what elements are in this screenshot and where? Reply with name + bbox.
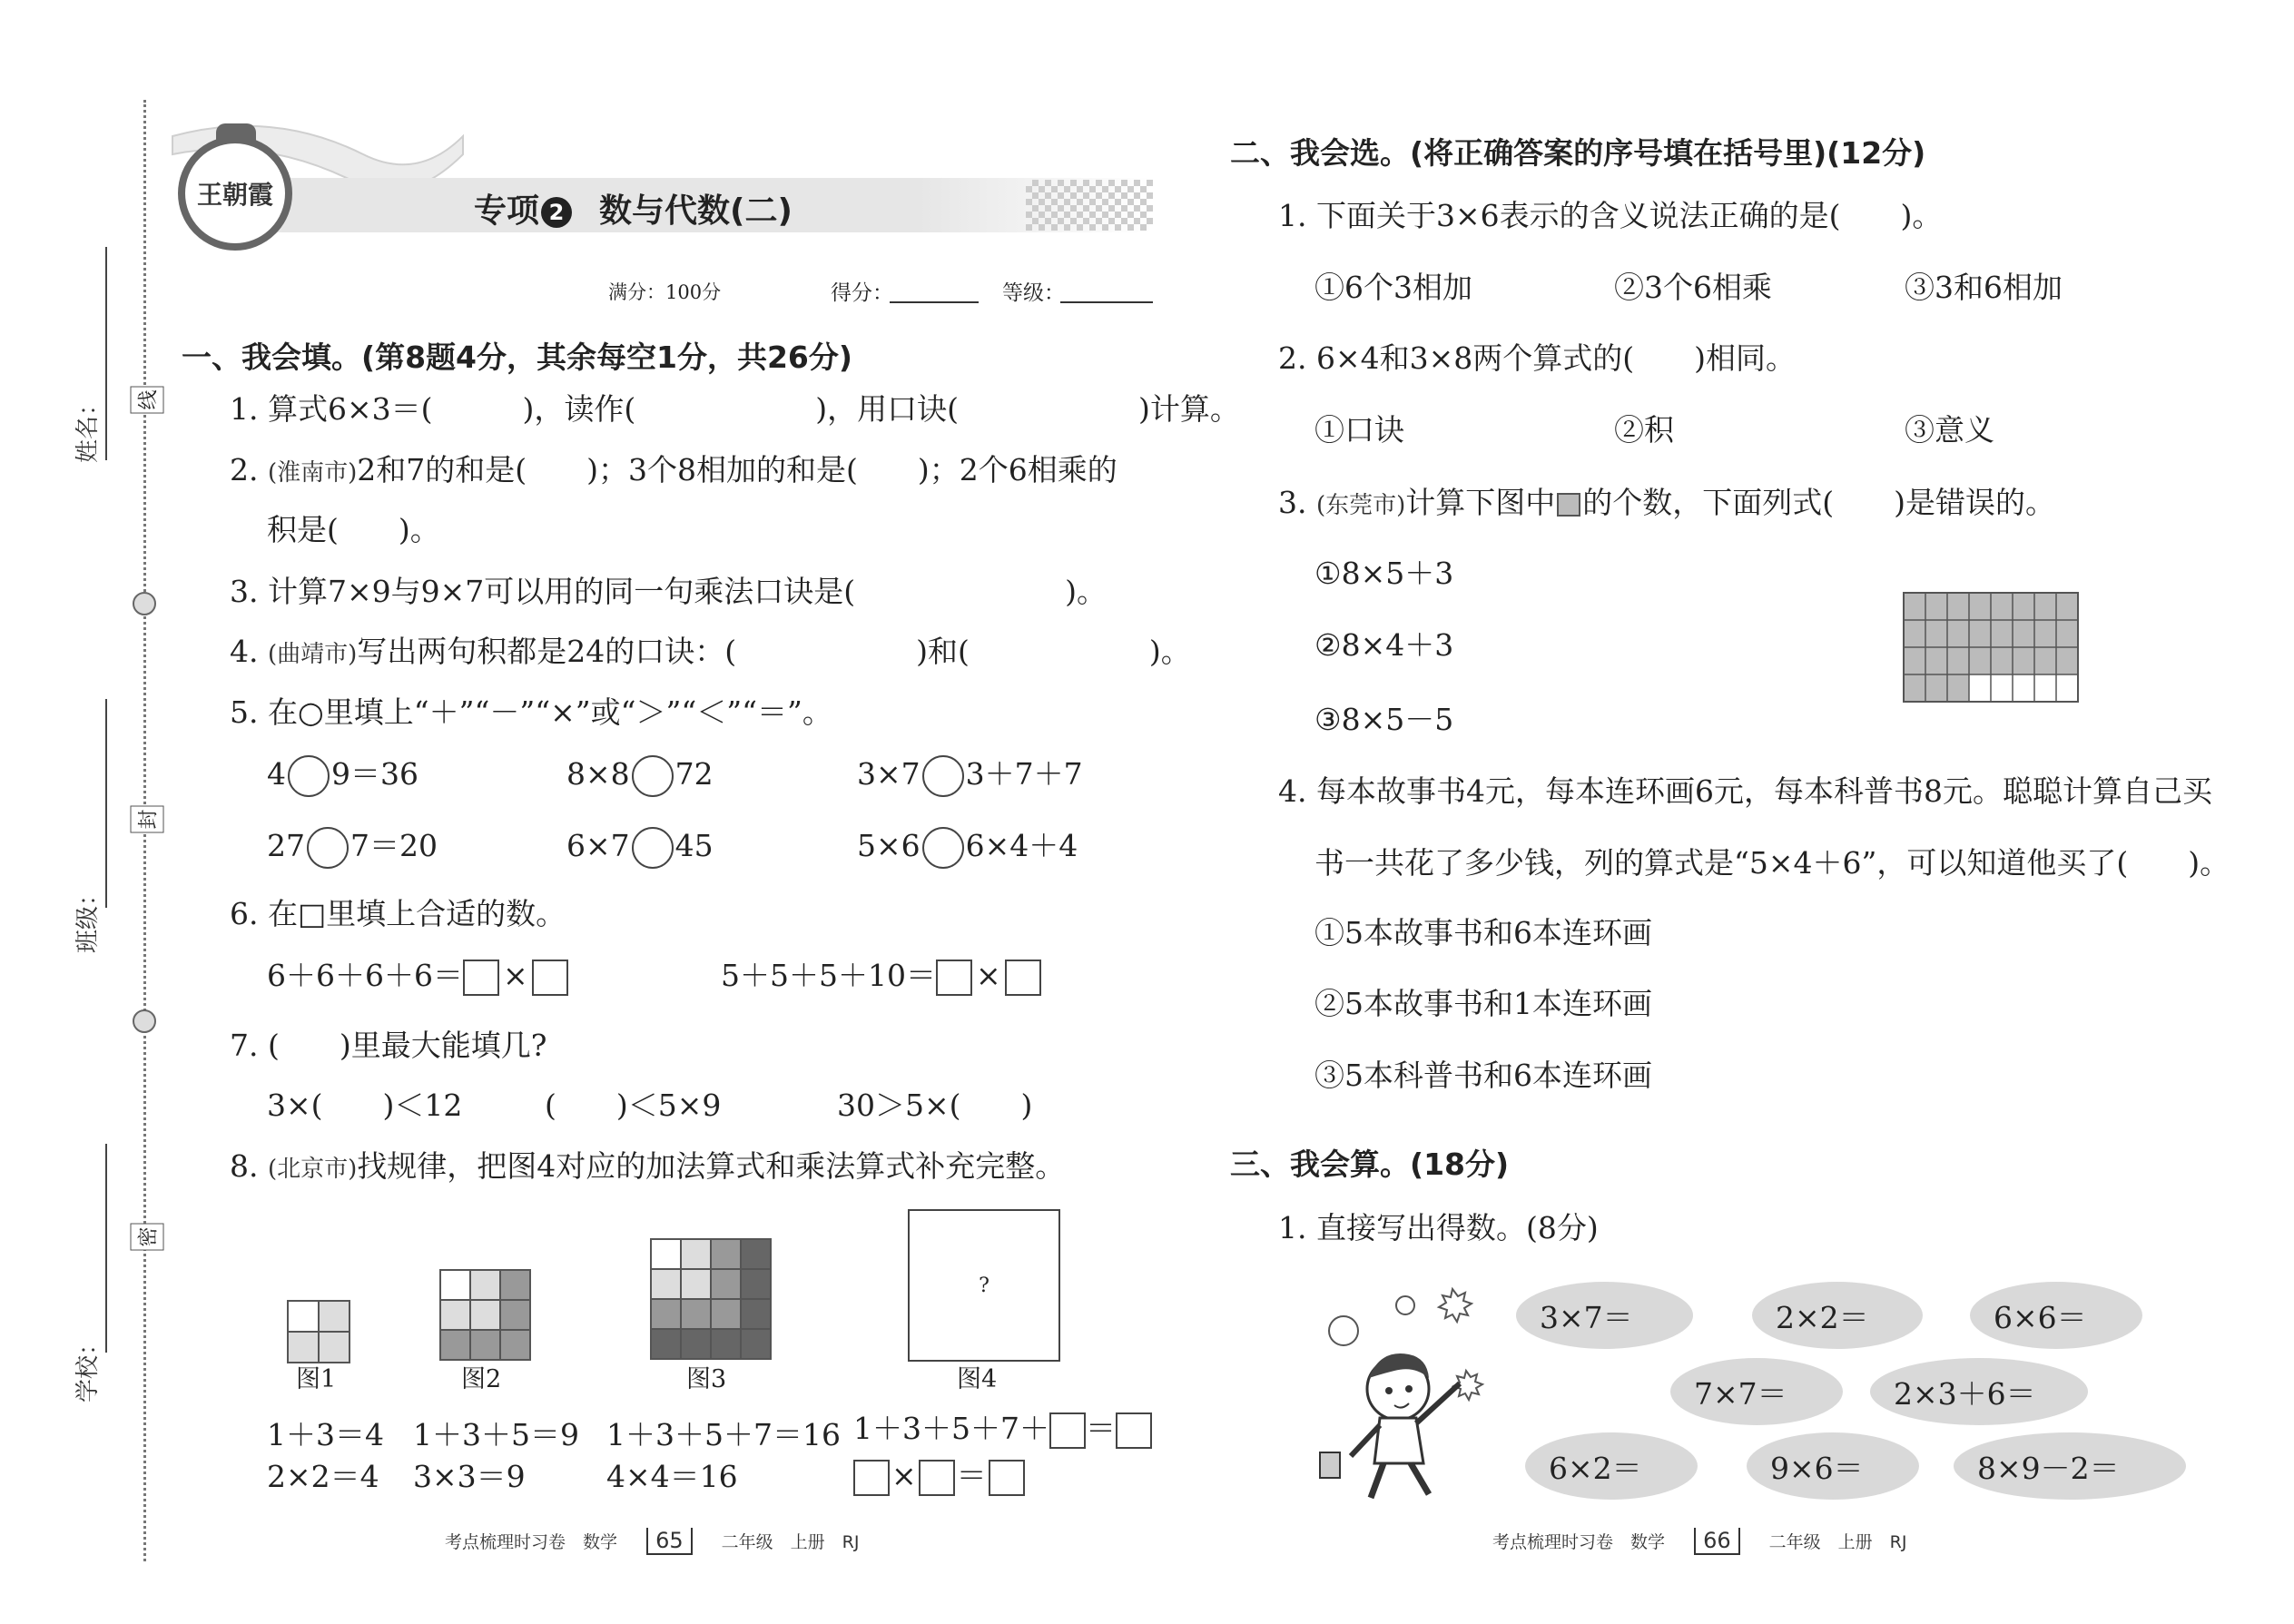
choice-question-2: 2. 6×4和3×8两个算式的( )相同。	[1278, 340, 1797, 376]
grade-field[interactable]	[1060, 301, 1153, 303]
compare-circle[interactable]	[922, 755, 964, 797]
answer-box[interactable]	[532, 960, 568, 996]
choice-question-4: 4. 每本故事书4元，每本连环画6元，每本科普书8元。聪聪计算自己买	[1278, 773, 2212, 809]
choice-option: ②8×4＋3	[1314, 627, 1454, 663]
calc-question-1: 1. 直接写出得数。(8分)	[1278, 1210, 1599, 1245]
cut-mark-2: 封	[131, 805, 164, 832]
compare-item: 5×6 6×4＋4	[857, 827, 1078, 869]
choice-option: ①6个3相加	[1314, 270, 1472, 305]
question-7: 7. ( )里最大能填几?	[230, 1028, 547, 1063]
binding-hole-icon	[133, 1009, 156, 1033]
figure-1	[287, 1300, 350, 1363]
question-6: 6. 在□里填上合适的数。	[230, 896, 566, 931]
grey-square-icon	[1557, 493, 1580, 517]
question-7-c: 30＞5×( )	[837, 1088, 1033, 1123]
choice-option: ①5本故事书和6本连环画	[1314, 915, 1652, 950]
page-number: 65	[646, 1528, 693, 1555]
choice-option: ③意义	[1905, 412, 1994, 448]
full-score: 满分：100分	[608, 281, 722, 303]
checker-decoration	[1026, 180, 1153, 231]
compare-circle[interactable]	[288, 755, 330, 797]
question-3: 3. 计算7×9与9×7可以用的同一句乘法口诀是( )。	[230, 574, 1108, 609]
compare-item: 3×7 3＋7＋7	[857, 755, 1083, 797]
section-1-heading: 一、我会填。(第8题4分，其余每空1分，共26分)	[182, 340, 852, 375]
cut-mark-3: 密	[131, 1223, 164, 1250]
logo-badge	[178, 136, 292, 251]
footer-right: 考点梳理时习卷 数学 66 二年级 上册 RJ	[1492, 1528, 1907, 1553]
figure-3	[650, 1238, 772, 1360]
question-7-b: ( )＜5×9	[545, 1088, 722, 1123]
compare-circle[interactable]	[307, 827, 349, 869]
page-title: 专项 2 数与代数(二)	[474, 192, 793, 230]
compare-circle[interactable]	[632, 755, 674, 797]
question-2-tag: (淮南市)	[267, 459, 358, 487]
answer-box[interactable]	[936, 960, 972, 996]
question-5: 5. 在○里填上“＋”“－”“×”或“＞”“＜”“＝”。	[230, 694, 832, 730]
choice-question-1: 1. 下面关于3×6表示的含义说法正确的是( )。	[1278, 198, 1943, 233]
figure-1-label: 图1	[296, 1365, 337, 1393]
choice-option: ③8×5－5	[1314, 702, 1454, 737]
answer-box[interactable]	[989, 1460, 1025, 1496]
question-2: 2. (淮南市)2和7的和是( )；3个8相加的和是( )；2个6相乘的	[230, 452, 1117, 487]
name-line	[105, 247, 107, 460]
name-label: 姓名：	[74, 391, 102, 463]
question-8-tag: (北京市)	[267, 1156, 358, 1183]
boy-blowing-bubbles-illustration	[1307, 1271, 1507, 1507]
school-label: 学校：	[74, 1331, 102, 1403]
choice-option: ③5本科普书和6本连环画	[1314, 1058, 1652, 1093]
figure-2-multiplication: 3×3＝9	[413, 1459, 526, 1494]
figure-3-label: 图3	[686, 1365, 727, 1393]
choice-option: ①8×5＋3	[1314, 556, 1454, 591]
calc-oval[interactable]: 8×9－2＝	[1954, 1432, 2186, 1500]
compare-item: 8×8 72	[566, 755, 714, 797]
compare-item: 27 7＝20	[267, 827, 438, 869]
answer-box[interactable]	[1049, 1412, 1086, 1449]
calc-oval[interactable]: 3×7＝	[1516, 1282, 1693, 1349]
grade-label: 等级：	[1002, 281, 1065, 305]
class-label: 班级：	[74, 881, 102, 953]
score-field[interactable]	[890, 301, 979, 303]
choice-option: ③3和6相加	[1905, 270, 2063, 305]
choice-question-3-tag: (东莞市)	[1315, 492, 1406, 519]
compare-circle[interactable]	[922, 827, 964, 869]
answer-box[interactable]	[853, 1460, 890, 1496]
question-8: 8. (北京市)找规律，把图4对应的加法算式和乘法算式补充完整。	[230, 1148, 1066, 1184]
question-6-a: 6＋6＋6＋6＝ ×	[267, 960, 568, 996]
logo-text: 王朝霞	[196, 180, 273, 210]
compare-item: 6×7 45	[566, 827, 714, 869]
figure-1-addition: 1＋3＝4	[267, 1417, 384, 1452]
figure-4-label: 图4	[957, 1365, 998, 1393]
choice-question-3: 3. (东莞市)计算下图中 的个数，下面列式( )是错误的。	[1278, 485, 2056, 520]
answer-box[interactable]	[1116, 1412, 1152, 1449]
calc-oval[interactable]: 6×6＝	[1970, 1282, 2142, 1349]
question-4: 4. (曲靖市)写出两句积都是24的口诀：( )和( )。	[230, 634, 1191, 669]
calc-oval[interactable]: 2×2＝	[1752, 1282, 1923, 1349]
calc-oval[interactable]: 7×7＝	[1670, 1358, 1843, 1425]
title-number-badge: 2	[541, 197, 572, 228]
class-line	[105, 699, 107, 908]
choice-question-4-cont: 书一共花了多少钱，列的算式是“5×4＋6”，可以知道他买了( )。	[1314, 845, 2230, 881]
answer-box[interactable]	[463, 960, 499, 996]
calc-oval[interactable]: 2×3＋6＝	[1870, 1358, 2088, 1425]
cut-mark-1: 线	[131, 386, 164, 413]
answer-box[interactable]	[919, 1460, 955, 1496]
figure-2-addition: 1＋3＋5＝9	[413, 1417, 579, 1452]
figure-1-multiplication: 2×2＝4	[267, 1459, 379, 1494]
figure-3-addition: 1＋3＋5＋7＝16	[606, 1417, 841, 1452]
score-label: 得分：	[831, 281, 893, 305]
question-7-a: 3×( )＜12	[267, 1088, 463, 1123]
square-grid-figure	[1903, 592, 2079, 703]
choice-option: ②5本故事书和1本连环画	[1314, 986, 1652, 1021]
figure-2	[439, 1269, 532, 1362]
page-number: 66	[1694, 1528, 1740, 1555]
logo-crown-icon	[216, 123, 256, 143]
figure-4	[908, 1209, 1060, 1362]
calc-oval[interactable]: 6×2＝	[1525, 1432, 1698, 1500]
calc-oval[interactable]: 9×6＝	[1747, 1432, 1919, 1500]
question-2-cont: 积是( )。	[267, 512, 440, 547]
figure-4-addition: 1＋3＋5＋7＋ ＝	[853, 1412, 1152, 1449]
compare-circle[interactable]	[632, 827, 674, 869]
figure-3-multiplication: 4×4＝16	[606, 1459, 738, 1494]
binding-hole-icon	[133, 592, 156, 615]
school-line	[105, 1144, 107, 1353]
choice-option: ①口诀	[1314, 412, 1404, 448]
choice-option: ②3个6相乘	[1614, 270, 1772, 305]
figure-4-question-mark: ?	[979, 1274, 989, 1297]
section-3-heading: 三、我会算。(18分)	[1230, 1147, 1510, 1182]
question-4-tag: (曲靖市)	[267, 641, 358, 668]
question-6-b: 5＋5＋5＋10＝ ×	[721, 960, 1041, 996]
footer-left: 考点梳理时习卷 数学 65 二年级 上册 RJ	[445, 1528, 860, 1553]
answer-box[interactable]	[1005, 960, 1041, 996]
question-1: 1. 算式6×3＝( )，读作( )，用口诀( )计算。	[230, 391, 1240, 427]
choice-option: ②积	[1614, 412, 1674, 448]
section-2-heading: 二、我会选。(将正确答案的序号填在括号里)(12分)	[1230, 135, 1926, 171]
compare-item: 4 9＝36	[267, 755, 418, 797]
figure-4-multiplication: × ＝	[853, 1460, 1025, 1496]
figure-2-label: 图2	[461, 1365, 502, 1393]
